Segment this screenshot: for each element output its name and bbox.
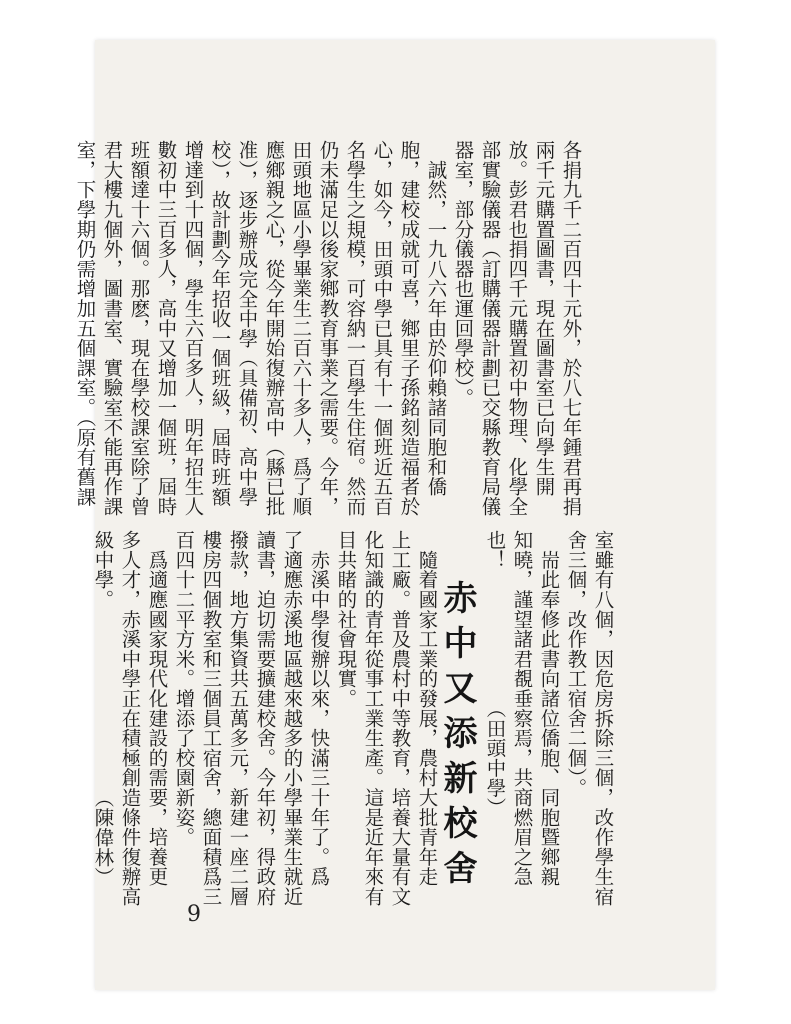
article-column-4: 目共睹的社會現實。: [334, 530, 358, 709]
document-page: [73, 40, 715, 990]
top-column-15: 增達到十四個，學生六百多人，明年招生人: [181, 140, 205, 517]
top-column-10: 仍未滿足以後家鄉教育事業之需要。今年，: [316, 140, 340, 517]
continuation-column-5: 也！ （田頭中學）: [483, 530, 507, 818]
article-column-11: 爲適應國家現代化建設的需要，培養更: [145, 530, 169, 887]
article-column-1: 隨着國家工業的發展，農村大批青年走: [415, 530, 439, 887]
top-column-17: 班額達十六個。那麽，現在學校課室除了曾: [127, 140, 151, 517]
page-number: 9: [187, 902, 201, 927]
continuation-column-4: 知曉，謹望諸君覩垂察焉，共商燃眉之急: [510, 530, 534, 887]
article-column-12: 多人才，赤溪中學正在積極創造條件復辦高: [118, 530, 142, 907]
top-column-18: 君大樓九個外，圖書室、實驗室不能再作課: [100, 140, 124, 517]
top-column-19: 室，下學期仍需增加五個課室。（原有舊課: [73, 140, 97, 507]
article-column-8: 撥款，地方集資共五萬多元，新建一座二層: [226, 530, 250, 907]
article-column-3: 化知識的青年從事工業生產。這是近年來有: [361, 530, 385, 907]
article-column-2: 上工廠。普及農村中等教育，培養大量有文: [388, 530, 412, 907]
continuation-column-2: 舍三個，改作教工宿舍二個）。: [564, 530, 588, 798]
top-column-12: 應鄉親之心，從今年開始復辦高中（縣已批: [262, 140, 286, 517]
top-column-2: 兩千元購置圖書，現在圖書室已向學生開: [532, 140, 556, 497]
top-column-13: 准），逐步辦成完全中學（具備初、高中學: [235, 140, 259, 507]
top-column-6: 誠然，一九八六年由於仰賴諸同胞和僑: [424, 140, 448, 497]
article-column-6: 了適應赤溪地區越來越多的小學畢業生就近: [280, 530, 304, 907]
top-column-3: 放。彭君也捐四千元購置初中物理、化學全: [505, 140, 529, 517]
article-column-13: 級中學。 （陳偉林）: [91, 530, 115, 887]
continuation-column-1: 室雖有八個，因危房拆除三個，改作學生宿: [591, 530, 615, 907]
continuation-column-3: 耑此奉修此書向諸位僑胞、同胞暨鄉親: [537, 530, 561, 887]
top-column-1: 各捐九千二百四十元外，於八七年鍾君再捐: [559, 140, 583, 517]
article-column-9: 樓房四個教室和三個員工宿舍，總面積爲三: [199, 530, 223, 907]
top-column-5: 器室，部分儀器也運回學校）。: [451, 140, 475, 408]
article-column-7: 讀書，迫切需要擴建校舍。今年初，得政府: [253, 530, 277, 907]
top-column-8: 心，如今，田頭中學已具有十一個班近五百: [370, 140, 394, 517]
top-column-14: 校），故計劃今年招收一個班級，屆時班額: [208, 140, 232, 507]
article-column-5: 赤溪中學復辦以來，快滿三十年了。爲: [307, 530, 331, 887]
article-title: 赤中又添新校舍: [437, 580, 477, 895]
top-column-16: 數初中三百多人，高中又增加一個班，屆時: [154, 140, 178, 517]
top-column-7: 胞，建校成就可喜，鄉里子孫銘刻造福者於: [397, 140, 421, 517]
top-column-9: 名學生之規模，可容納一百學生住宿。然而: [343, 140, 367, 517]
article-column-10: 百四十二平方米。增添了校園新姿。: [172, 530, 196, 847]
top-column-11: 田頭地區小學畢業生二百六十多人，爲了順: [289, 140, 313, 517]
top-column-4: 部實驗儀器（訂購儀器計劃已交縣教育局儀: [478, 140, 502, 517]
